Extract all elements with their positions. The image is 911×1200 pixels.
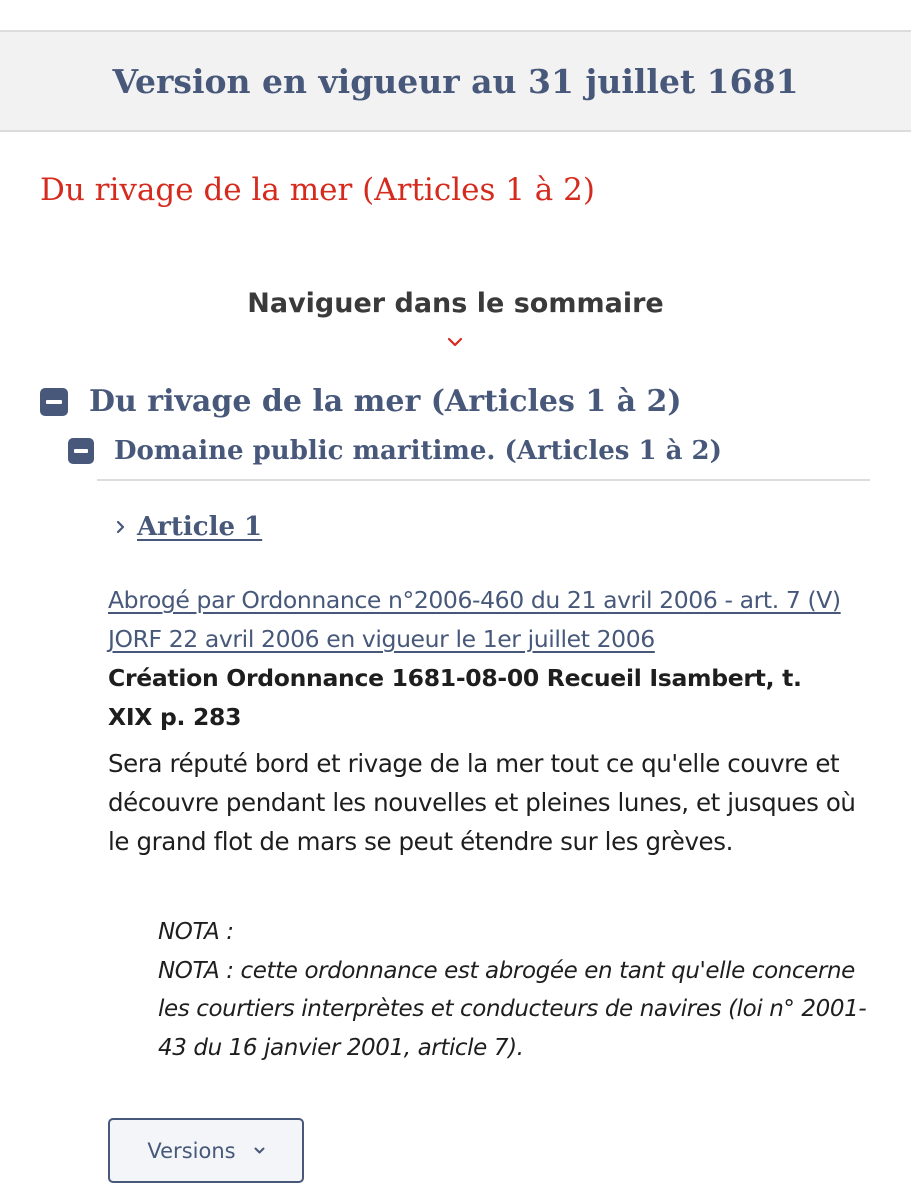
section-title: Du rivage de la mer (Articles 1 à 2) xyxy=(40,172,595,208)
tree-item-rivage-label[interactable]: Du rivage de la mer (Articles 1 à 2) xyxy=(89,384,682,419)
abroge-link[interactable] xyxy=(108,581,888,659)
versions-button[interactable] xyxy=(108,1118,304,1183)
nav-sommaire[interactable] xyxy=(0,288,911,319)
creation-text: Création Ordonnance 1681-08-00 Recueil Isambert, t. XIX p. 283 xyxy=(108,664,802,731)
abroge-line-2[interactable]: JORF 22 avril 2006 en vigueur le 1er juillet 2006 xyxy=(108,625,655,653)
top-spacer xyxy=(0,0,911,30)
divider xyxy=(97,479,870,481)
article-text: Sera réputé bord et rivage de la mer tout ce qu'elle couvre et découvre pendant les nouvelles et pleines lunes, et jusques où le grand flot de mars se peut étendre sur les grèves. xyxy=(108,749,856,856)
nav-sommaire-label[interactable]: Naviguer dans le sommaire xyxy=(247,288,664,319)
article-body xyxy=(108,581,888,861)
collapse-icon[interactable] xyxy=(68,438,94,464)
article-row[interactable] xyxy=(116,512,262,542)
nota-heading: NOTA : xyxy=(158,919,234,945)
tree-item-domaine-public[interactable] xyxy=(68,436,722,466)
article-1-link[interactable]: Article 1 xyxy=(137,512,263,542)
nota-text: NOTA : cette ordonnance est abrogée en tant qu'elle concerne les courtiers interprètes et conducteurs de navires (loi n° 2001-43 du 16 janvier 2001, article 7). xyxy=(158,957,867,1061)
abroge-line-1[interactable]: Abrogé par Ordonnance n°2006-460 du 21 avril 2006 - art. 7 (V) xyxy=(108,586,841,614)
chevron-down-icon[interactable] xyxy=(447,337,463,347)
versions-button-label[interactable]: Versions xyxy=(147,1138,236,1163)
tree-item-domaine-public-label[interactable]: Domaine public maritime. (Articles 1 à 2) xyxy=(114,436,722,466)
version-title: Version en vigueur au 31 juillet 1681 xyxy=(112,61,799,101)
chevron-down-icon[interactable] xyxy=(254,1147,265,1154)
chevron-right-icon xyxy=(116,520,126,534)
collapse-icon[interactable] xyxy=(40,388,68,416)
nota-block xyxy=(158,913,888,1067)
version-banner xyxy=(0,30,911,132)
tree-item-rivage[interactable] xyxy=(40,384,682,419)
